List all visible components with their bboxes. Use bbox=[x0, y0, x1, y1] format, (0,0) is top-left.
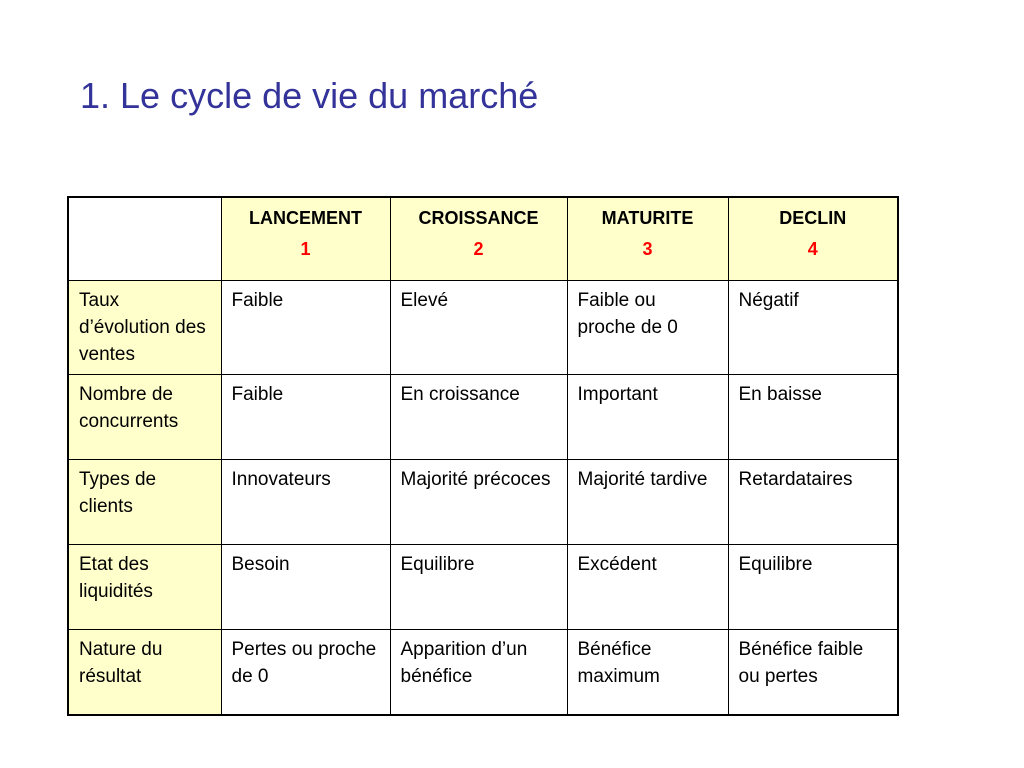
phase-name: MATURITE bbox=[601, 208, 694, 228]
table-cell: Innovateurs bbox=[221, 460, 390, 545]
row-label: Etat des liquidités bbox=[68, 545, 221, 630]
table-cell: Bénéfice maximum bbox=[567, 630, 728, 716]
table-cell: Equilibre bbox=[728, 545, 898, 630]
table-cell: Excédent bbox=[567, 545, 728, 630]
row-label: Types de clients bbox=[68, 460, 221, 545]
corner-cell bbox=[68, 197, 221, 281]
phase-number: 3 bbox=[642, 239, 653, 259]
phase-header-declin bbox=[728, 197, 898, 281]
row-label: Nombre de concurrents bbox=[68, 375, 221, 460]
table-row bbox=[68, 375, 898, 460]
phase-name: CROISSANCE bbox=[418, 208, 539, 228]
table-cell: Faible ou proche de 0 bbox=[567, 281, 728, 375]
row-label: Taux d’évolution des ventes bbox=[68, 281, 221, 375]
table-cell: Elevé bbox=[390, 281, 567, 375]
phase-header-lancement bbox=[221, 197, 390, 281]
market-lifecycle-table bbox=[67, 196, 899, 716]
table-row bbox=[68, 545, 898, 630]
phase-name: LANCEMENT bbox=[249, 208, 362, 228]
phase-number: 1 bbox=[300, 239, 311, 259]
table-cell: Besoin bbox=[221, 545, 390, 630]
header-row bbox=[68, 197, 898, 281]
phase-number: 2 bbox=[473, 239, 484, 259]
table-row bbox=[68, 281, 898, 375]
table-cell: En baisse bbox=[728, 375, 898, 460]
table-cell: Faible bbox=[221, 281, 390, 375]
table-cell: Pertes ou proche de 0 bbox=[221, 630, 390, 716]
table-cell: Faible bbox=[221, 375, 390, 460]
table-cell: Retardataires bbox=[728, 460, 898, 545]
table-row bbox=[68, 460, 898, 545]
table-cell: Majorité tardive bbox=[567, 460, 728, 545]
table-cell: Majorité précoces bbox=[390, 460, 567, 545]
table-cell: En croissance bbox=[390, 375, 567, 460]
table-row bbox=[68, 630, 898, 716]
slide-title: 1. Le cycle de vie du marché bbox=[80, 75, 539, 116]
row-label: Nature du résultat bbox=[68, 630, 221, 716]
phase-name: DECLIN bbox=[779, 208, 847, 228]
phase-header-maturite bbox=[567, 197, 728, 281]
table-cell: Important bbox=[567, 375, 728, 460]
table-cell: Equilibre bbox=[390, 545, 567, 630]
phase-number: 4 bbox=[807, 239, 818, 259]
phase-header-croissance bbox=[390, 197, 567, 281]
table-cell: Négatif bbox=[728, 281, 898, 375]
table-cell: Bénéfice faible ou pertes bbox=[728, 630, 898, 716]
table-cell: Apparition d’un bénéfice bbox=[390, 630, 567, 716]
